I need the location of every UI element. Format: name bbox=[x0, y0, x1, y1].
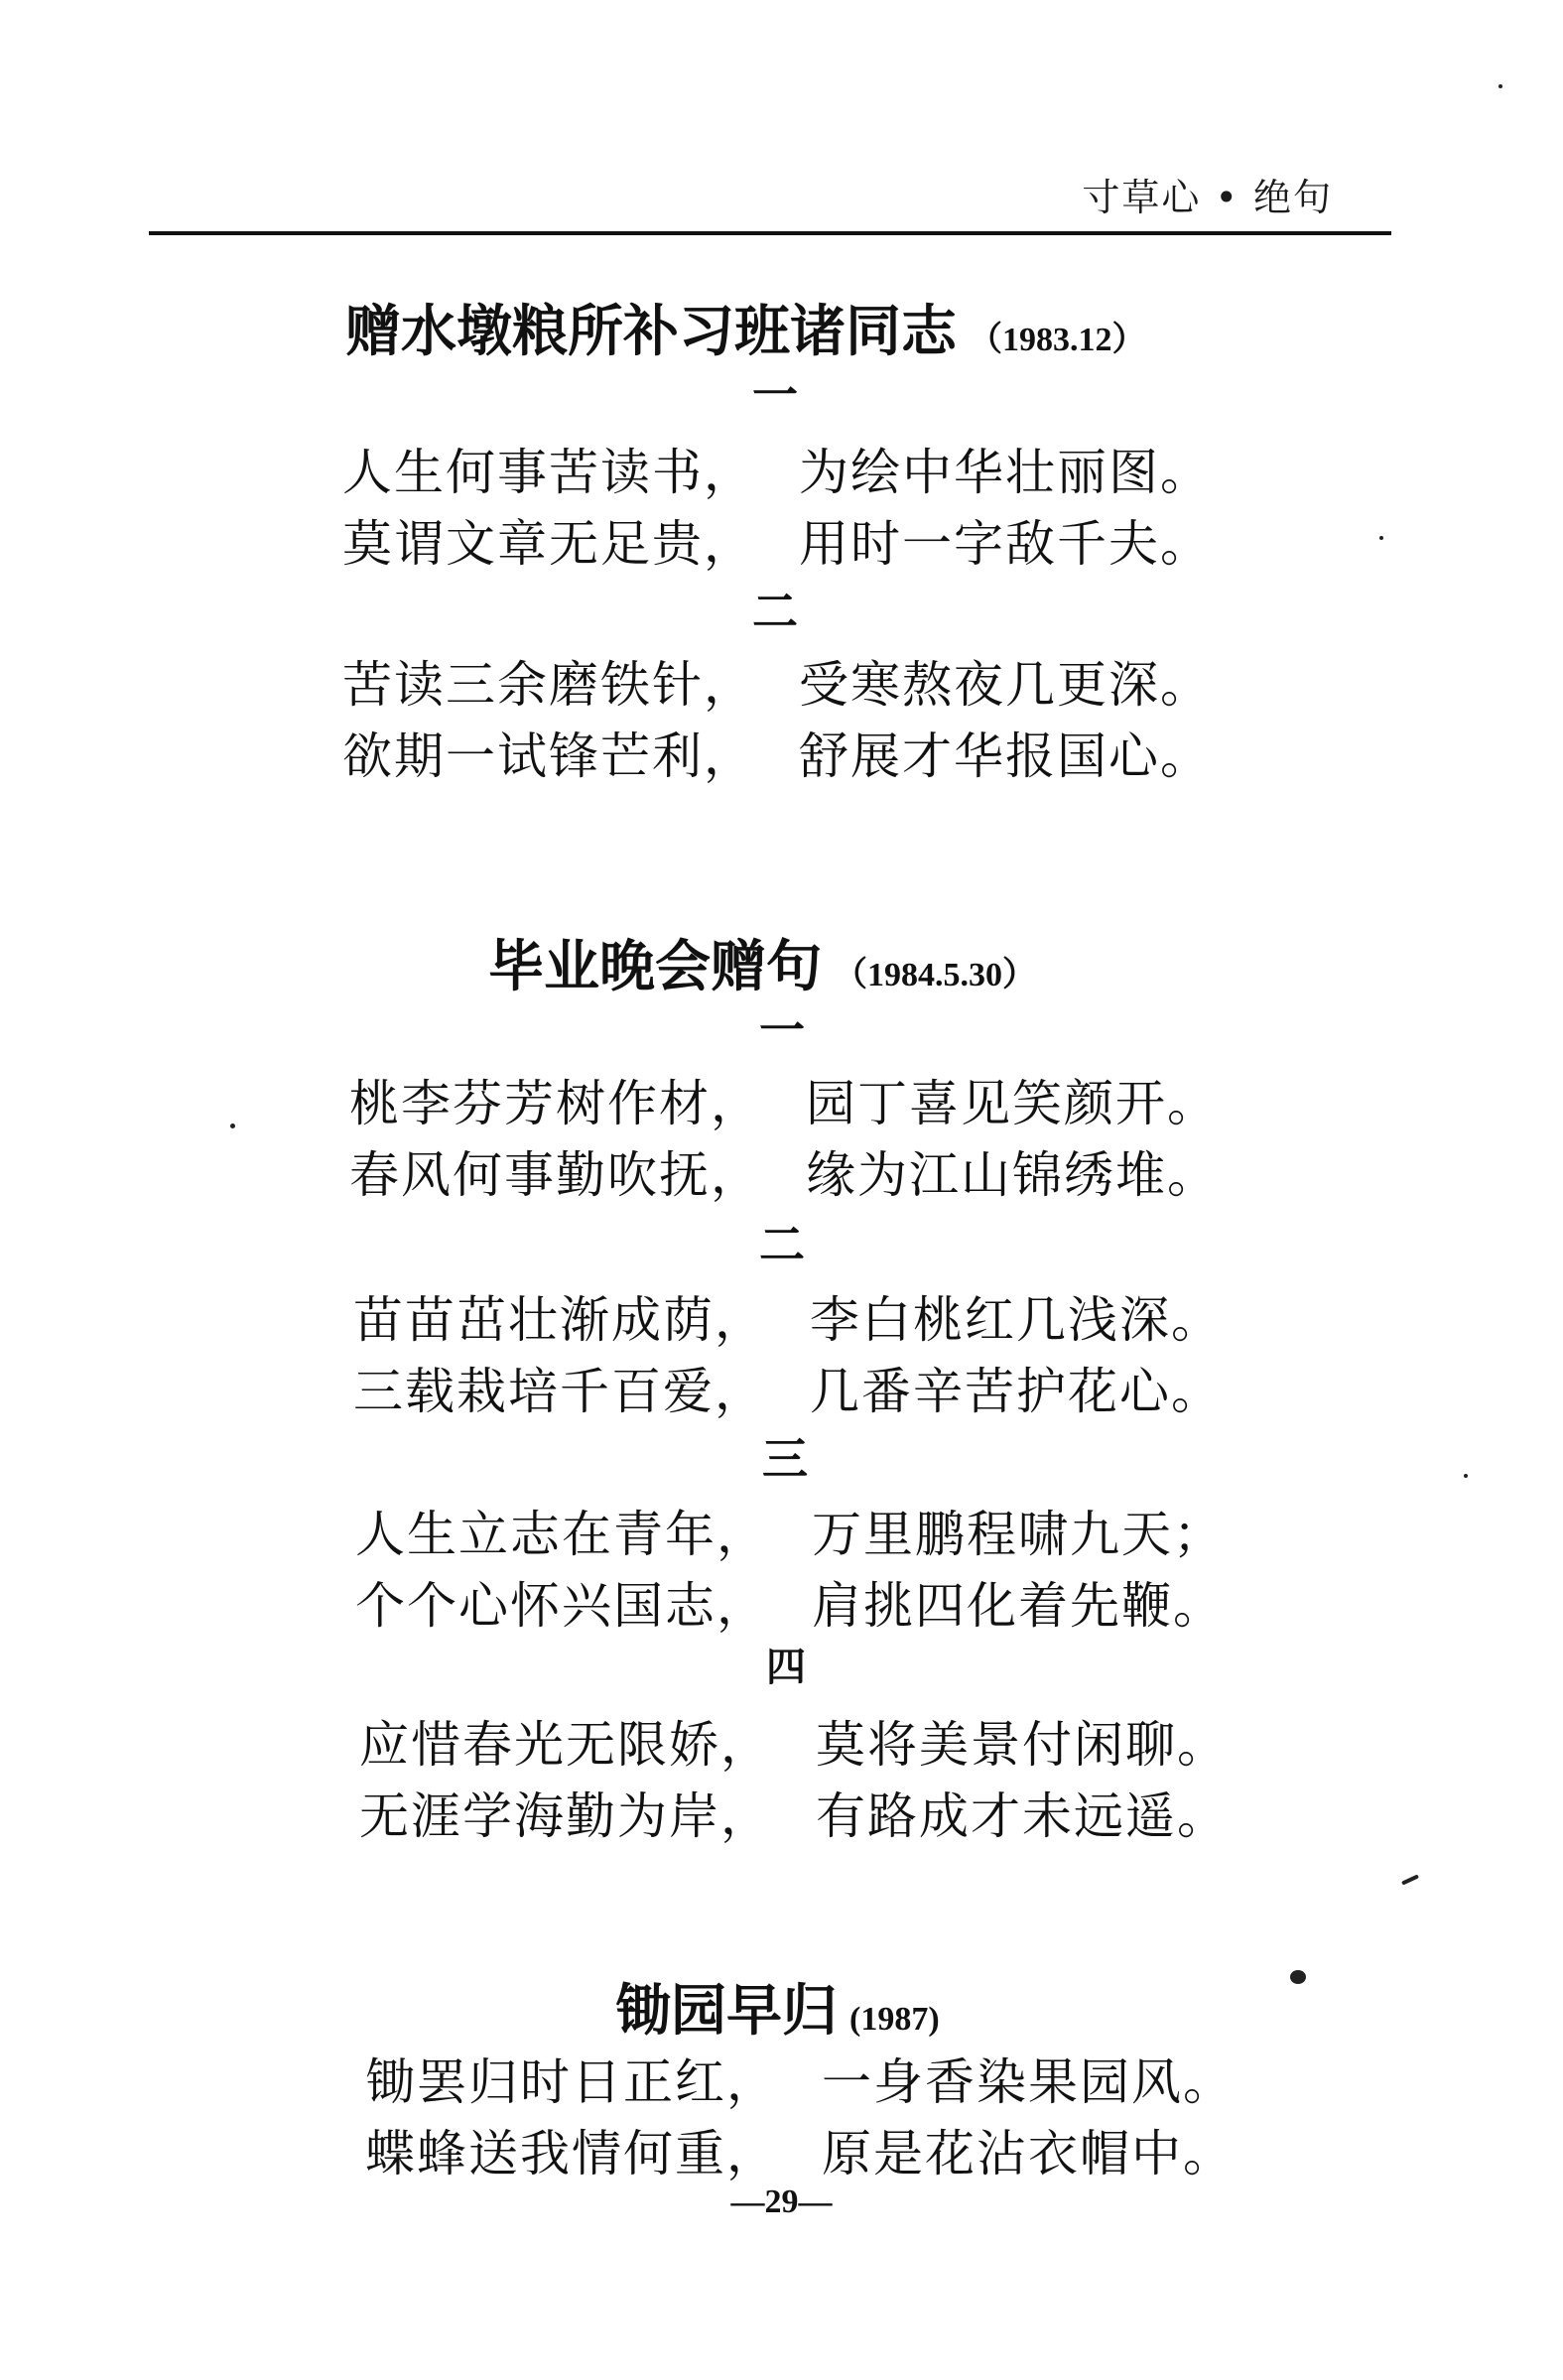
poem-title-text: 毕业晚会赠句 bbox=[488, 935, 822, 999]
page-number: —29— bbox=[730, 2183, 833, 2220]
verse-line: 原是花沾衣帽中。 bbox=[822, 2125, 1235, 2182]
verse-line: 人生何事苦读书， bbox=[342, 444, 755, 501]
scan-speck bbox=[1379, 536, 1383, 540]
verse-line: 李白桃红几浅深。 bbox=[810, 1291, 1223, 1349]
verse-line: 苦读三余磨铁针， bbox=[342, 656, 755, 714]
verse-line: 无涯学海勤为岸， bbox=[359, 1787, 772, 1845]
verse-line: 春风何事勤吹抚， bbox=[349, 1146, 762, 1204]
stanza-number: 一 bbox=[759, 1003, 805, 1057]
stanza-number: 二 bbox=[759, 1218, 805, 1271]
stanza-number: 一 bbox=[752, 368, 798, 422]
verse-line: 欲期一试锋芒利， bbox=[342, 727, 755, 785]
scan-speck bbox=[1464, 1474, 1468, 1478]
verse-line: 园丁喜见笑颜开。 bbox=[806, 1075, 1219, 1132]
verse-line: 桃李芬芳树作材， bbox=[349, 1075, 762, 1132]
stanza-number: 四 bbox=[766, 1645, 806, 1690]
poem-date: （1983.12） bbox=[969, 322, 1146, 358]
poem-title-text: 赠水墩粮所补习班诸同志 bbox=[345, 300, 957, 364]
header-rule bbox=[149, 231, 1391, 235]
verse-line: 受寒熬夜几更深。 bbox=[799, 656, 1212, 714]
verse-line: 万里鹏程啸九天； bbox=[812, 1506, 1225, 1563]
verse-line: 应惜春光无限娇， bbox=[359, 1716, 772, 1774]
verse-line: 为绘中华壮丽图。 bbox=[799, 444, 1212, 501]
poem-title bbox=[615, 1967, 940, 2047]
verse-line: 莫将美景付闲聊。 bbox=[816, 1716, 1229, 1774]
verse-line: 肩挑四化着先鞭。 bbox=[812, 1577, 1225, 1635]
scan-speck bbox=[1401, 1874, 1419, 1885]
verse-line: 个个心怀兴国志， bbox=[355, 1577, 768, 1635]
verse-line: 蝶蜂送我情何重， bbox=[365, 2125, 778, 2182]
verse-line: 有路成才未远遥。 bbox=[816, 1787, 1229, 1845]
poem-date: （1984.5.30） bbox=[834, 957, 1036, 993]
poem-title bbox=[488, 923, 1036, 1002]
verse-line: 几番辛苦护花心。 bbox=[810, 1363, 1223, 1420]
stanza-number: 二 bbox=[752, 585, 798, 638]
verse-line: 苗苗茁壮渐成荫， bbox=[353, 1291, 766, 1349]
verse-line: 一身香染果园风。 bbox=[822, 2053, 1235, 2111]
verse-line: 锄罢归时日正红， bbox=[365, 2053, 778, 2111]
poem-date: (1987) bbox=[849, 2001, 940, 2038]
verse-line: 用时一字敌千夫。 bbox=[799, 515, 1212, 573]
verse-line: 莫谓文章无足贵， bbox=[342, 515, 755, 573]
stanza-number: 三 bbox=[762, 1432, 808, 1486]
verse-line: 三载栽培千百爱， bbox=[353, 1363, 766, 1420]
running-header: 寸草心 • 绝句 bbox=[1082, 176, 1333, 219]
scan-speck bbox=[1290, 1970, 1306, 1984]
verse-line: 缘为江山锦绣堆。 bbox=[806, 1146, 1219, 1204]
verse-line: 舒展才华报国心。 bbox=[799, 727, 1212, 785]
scan-speck bbox=[230, 1124, 235, 1128]
scan-speck bbox=[1498, 84, 1502, 88]
poem-title-text: 锄园早归 bbox=[615, 1979, 838, 2044]
poem-title bbox=[345, 288, 1146, 367]
verse-line: 人生立志在青年， bbox=[355, 1506, 768, 1563]
